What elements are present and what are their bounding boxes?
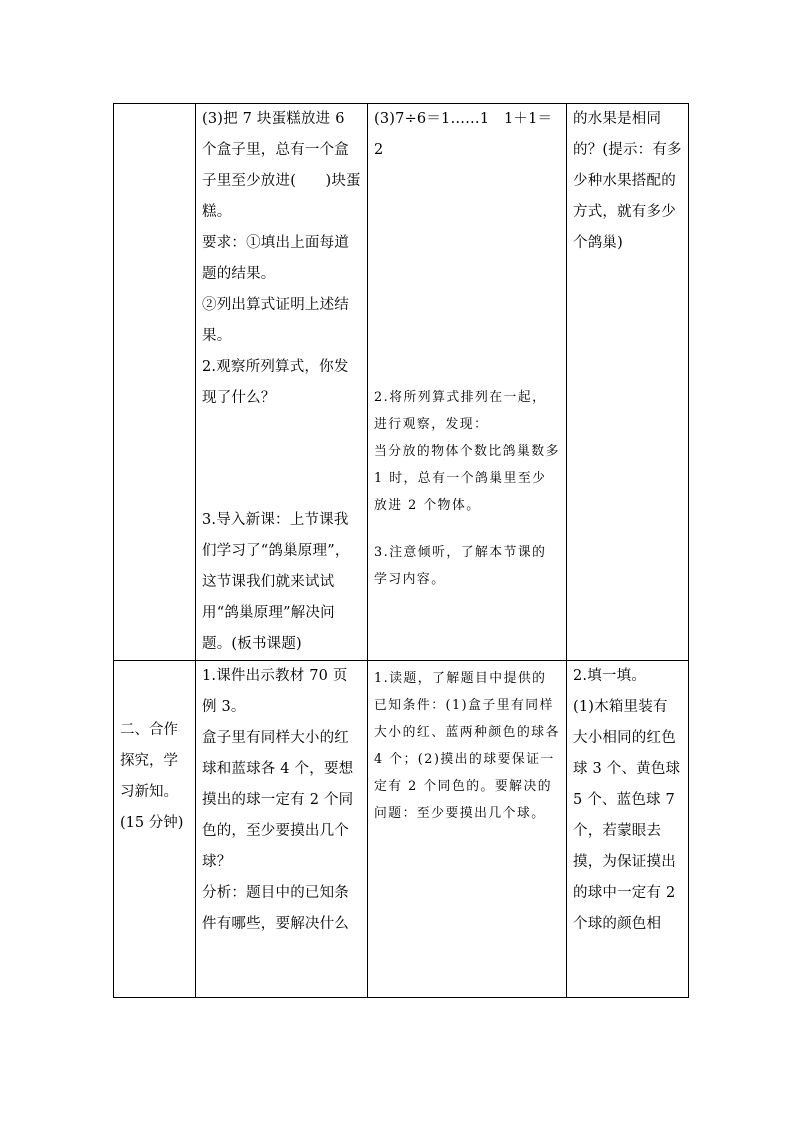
box-problem-text: (1)木箱里装有大小相同的红色球 3 个、黄色球 5 个、蓝色球 7 个，若蒙眼去摸，为保证摸出的球中一定有 2 个球的颜色相	[573, 699, 681, 932]
example-problem-text: 盒子里有同样大小的红球和蓝球各 4 个，要想摸出的球一定有 2 个同色的，至少要摸出几个球？	[202, 730, 354, 870]
arrange-equations-text: 2.将所列算式排列在一起，进行观察，发现：	[374, 390, 547, 432]
student-activity-cell	[368, 104, 567, 661]
student-activity-cell	[368, 661, 567, 998]
courseware-text: 1.课件出示教材 70 页例 3。	[202, 668, 348, 715]
listen-text: 3.注意倾听，了解本节课的学习内容。	[374, 545, 547, 587]
table-row	[114, 661, 689, 998]
read-problem-text: 1.读题，了解题目中提供的已知条件：(1)盒子里有同样大小的红、蓝两种颜色的球各 4 个；(2)摸出的球要保证一定有 2 个同色的。要解决的问题：至少要摸出几个球。	[374, 671, 560, 821]
teacher-activity-cell	[196, 104, 368, 661]
stage-title: 二、合作探究，学习新知。	[120, 722, 178, 800]
conclusion-text: 当分放的物体个数比鸽巢数多 1 时，总有一个鸽巢里至少放进 2 个物体。	[374, 444, 560, 513]
observe-prompt-text: 2.观察所列算式，你发现了什么？	[202, 359, 349, 406]
equation-text: (3)7÷6＝1……1 1＋1＝2	[374, 111, 553, 158]
teacher-activity-cell	[196, 661, 368, 998]
requirement-1-text: 要求：①填出上面每道题的结果。	[202, 235, 349, 282]
fruit-hint-text: 的水果是相同的？(提示：有多少种水果搭配的方式，就有多少个鸽巢)	[573, 111, 682, 251]
lesson-plan-table	[113, 103, 689, 998]
requirement-2-text: ②列出算式证明上述结果。	[202, 297, 349, 344]
exercise-cell	[567, 661, 689, 998]
introduce-lesson-text: 3.导入新课：上节课我们学习了“鸽巢原理”，这节课我们就来试试用“鸽巢原理”解决问题。(板书课题)	[202, 512, 350, 652]
stage-time: (15 分钟)	[120, 815, 184, 831]
fill-in-title: 2.填一填。	[573, 668, 647, 684]
exercise-cell	[567, 104, 689, 661]
question-3-text: (3)把 7 块蛋糕放进 6 个盒子里，总有一个盒子里至少放进( )块蛋糕。	[202, 111, 361, 220]
table-row	[114, 104, 689, 661]
stage-cell-empty	[114, 104, 196, 661]
stage-cell	[114, 661, 196, 998]
analysis-text: 分析：题目中的已知条件有哪些，要解决什么	[202, 885, 349, 932]
